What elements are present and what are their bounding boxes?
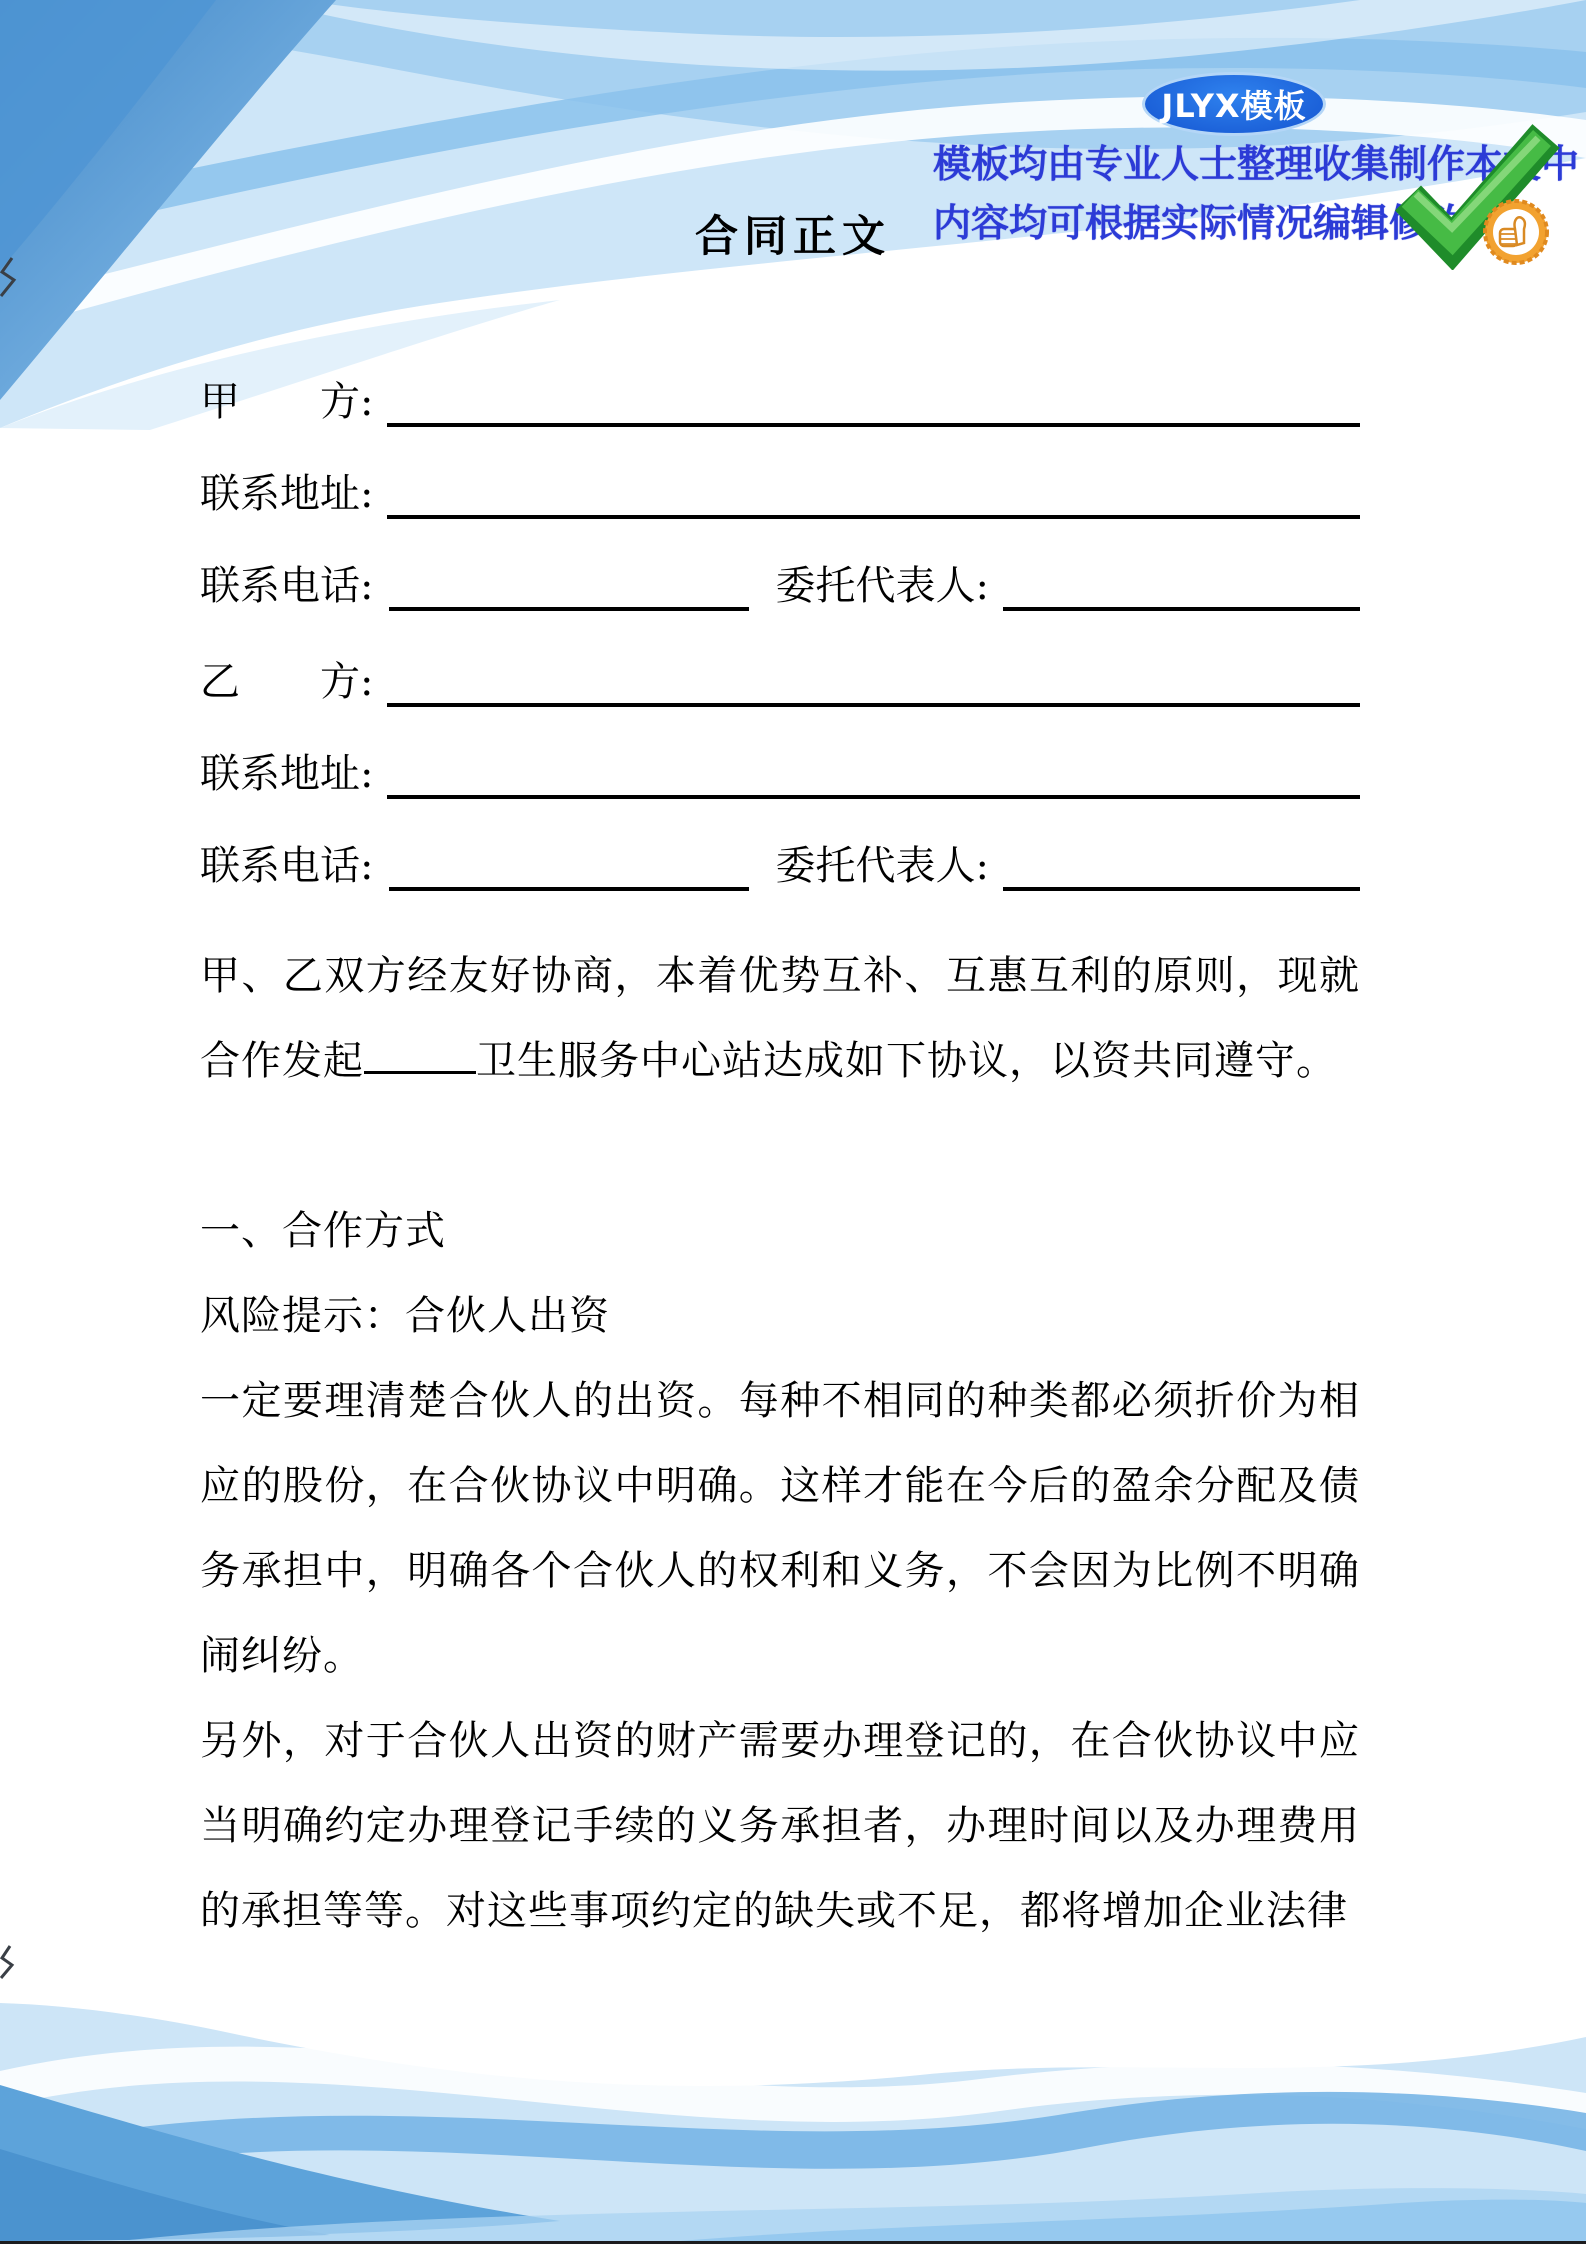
section-one-paragraph-1: 一定要理清楚合伙人的出资。每种不相同的种类都必须折价为相应的股份，在合伙协议中明确。这样才能在今后的盈余分配及债务承担中，明确各个合伙人的权利和义务，不会因为比例不明确闹纠纷。 (200, 1378, 1360, 1679)
party-a-address-blank[interactable] (387, 469, 1360, 519)
badge-label: JLYX模板 (1161, 87, 1307, 125)
party-b-address-row (200, 750, 1360, 799)
section-one-heading: 一、合作方式 (200, 1208, 446, 1254)
template-provider-badge (1142, 72, 1326, 136)
watermark-line-2: 内容均可根据实际情况编辑修改 (933, 201, 1466, 245)
party-b-name-row (200, 658, 1360, 707)
party-b-address-blank[interactable] (387, 749, 1360, 799)
party-b-name-label: 乙 方: (200, 659, 374, 705)
contract-text (200, 934, 1360, 1954)
intro-paragraph (200, 934, 1360, 1104)
page-title: 合同正文 (695, 212, 891, 262)
party-b-phone-label: 联系电话: (200, 843, 374, 889)
party-b-phone-row (200, 842, 1360, 891)
party-a-phone-label: 联系电话: (200, 563, 374, 609)
party-a-agent-label: 委托代表人: (775, 563, 989, 609)
intro-inline-blank[interactable] (364, 1037, 476, 1074)
party-a-name-blank[interactable] (387, 377, 1360, 427)
bottom-wave-decoration (0, 1989, 1586, 2241)
party-b-agent-label: 委托代表人: (775, 843, 989, 889)
intro-before-blank: 甲、乙双方经友好协商，本着优势互补、互惠互利的原则，现就合作发起 (200, 953, 1360, 1084)
party-a-name-row (200, 378, 1360, 427)
party-b-agent-blank[interactable] (1003, 841, 1360, 891)
party-a-address-label: 联系地址: (200, 471, 374, 517)
party-a-phone-blank[interactable] (389, 561, 749, 611)
edge-artifact-mark-bottom (0, 1944, 16, 1982)
party-b-address-label: 联系地址: (200, 751, 374, 797)
party-b-name-blank[interactable] (387, 657, 1360, 707)
party-a-address-row (200, 470, 1360, 519)
document-body (200, 378, 1360, 1954)
intro-after-blank: 卫生服务中心站达成如下协议，以资共同遵守。 (476, 1038, 1337, 1084)
party-a-agent-blank[interactable] (1003, 561, 1360, 611)
risk-note-label: 风险提示：合伙人出资 (200, 1293, 610, 1339)
section-one-paragraph-2: 另外，对于合伙人出资的财产需要办理登记的，在合伙协议中应当明确约定办理登记手续的义务承担者，办理时间以及办理费用的承担等等。对这些事项约定的缺失或不足，都将增加企业法律 (200, 1718, 1360, 1934)
party-a-phone-row (200, 562, 1360, 611)
watermark-line-1: 模板均由专业人士整理收集制作本文中 (933, 142, 1580, 186)
party-a-name-label: 甲 方: (200, 379, 374, 425)
party-b-phone-blank[interactable] (389, 841, 749, 891)
